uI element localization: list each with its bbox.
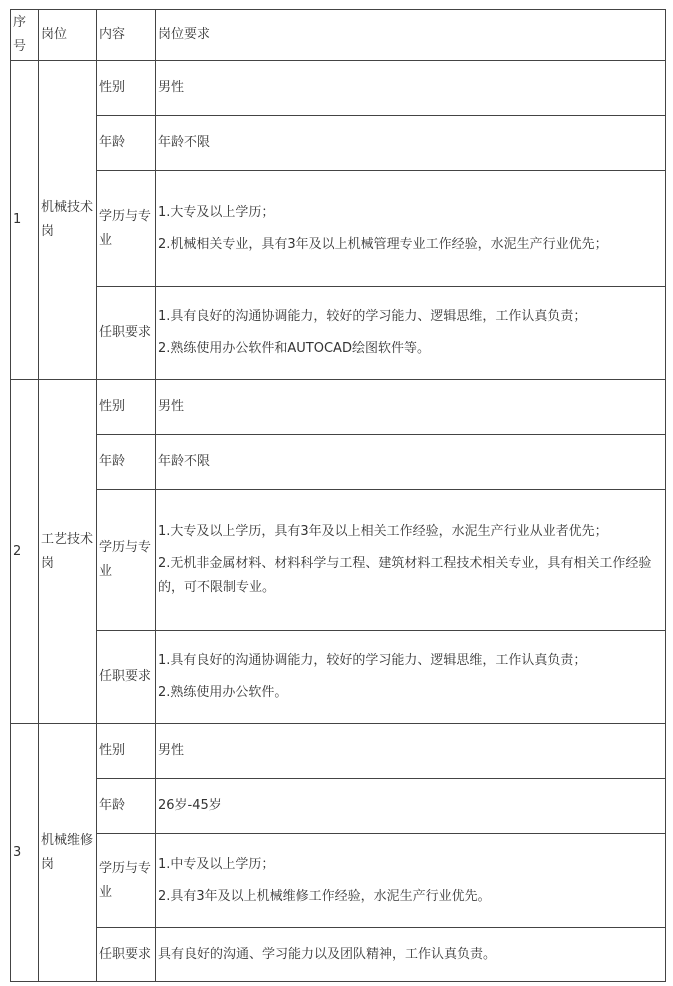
table-row [11, 834, 666, 928]
row-label: 年龄 [97, 779, 156, 834]
header-post: 岗位 [39, 10, 97, 61]
row-label: 任职要求 [97, 287, 156, 380]
value-line: 2.无机非金属材料、材料科学与工程、建筑材料工程技术相关专业，具有相关工作经验的，可不限制专业。 [158, 556, 652, 595]
table-row [11, 724, 666, 779]
post-seq: 2 [11, 380, 39, 724]
job-requirements-table [10, 9, 666, 982]
value-line: 年龄不限 [158, 135, 211, 150]
table-row [11, 380, 666, 435]
row-value [156, 116, 666, 171]
row-label: 性别 [97, 380, 156, 435]
row-value [156, 435, 666, 490]
value-line: 男性 [158, 743, 185, 758]
post-name: 机械技术岗 [39, 61, 97, 380]
row-label: 任职要求 [97, 631, 156, 724]
value-line: 2.熟练使用办公软件。 [158, 685, 288, 700]
value-line: 男性 [158, 399, 185, 414]
post-name: 工艺技术岗 [39, 380, 97, 724]
post-name: 机械维修岗 [39, 724, 97, 982]
value-line: 1.大专及以上学历； [158, 204, 275, 220]
row-value [156, 287, 666, 380]
row-label: 性别 [97, 724, 156, 779]
table-row [11, 171, 666, 287]
row-label: 性别 [97, 61, 156, 116]
row-value [156, 779, 666, 834]
row-value [156, 724, 666, 779]
row-value [156, 490, 666, 631]
header-requirements: 岗位要求 [156, 10, 666, 61]
row-value [156, 171, 666, 287]
row-label: 任职要求 [97, 928, 156, 982]
value-line: 1.具有良好的沟通协调能力，较好的学习能力、逻辑思维，工作认真负责； [158, 653, 587, 668]
row-label: 学历与专业 [97, 490, 156, 631]
table-row [11, 116, 666, 171]
row-label: 学历与专业 [97, 171, 156, 287]
post-seq: 1 [11, 61, 39, 380]
value-line: 2.熟练使用办公软件和AUTOCAD绘图软件等。 [158, 341, 430, 356]
row-label: 年龄 [97, 435, 156, 490]
header-seq: 序号 [11, 10, 39, 61]
row-value [156, 928, 666, 982]
value-line: 年龄不限 [158, 454, 211, 469]
table-row [11, 435, 666, 490]
row-value [156, 380, 666, 435]
table-row [11, 631, 666, 724]
value-line: 2.具有3年及以上机械维修工作经验，水泥生产行业优先。 [158, 888, 491, 904]
table-row [11, 490, 666, 631]
header-row [11, 10, 666, 61]
value-line: 1.具有良好的沟通协调能力，较好的学习能力、逻辑思维，工作认真负责； [158, 309, 587, 324]
table-row [11, 779, 666, 834]
table-row [11, 928, 666, 982]
post-seq: 3 [11, 724, 39, 982]
value-line: 具有良好的沟通、学习能力以及团队精神，工作认真负责。 [158, 946, 497, 962]
value-line: 26岁-45岁 [158, 798, 222, 813]
value-line: 1.大专及以上学历，具有3年及以上相关工作经验，水泥生产行业从业者优先； [158, 524, 608, 539]
row-value [156, 631, 666, 724]
value-line: 1.中专及以上学历； [158, 856, 275, 872]
value-line: 2.机械相关专业，具有3年及以上机械管理专业工作经验，水泥生产行业优先； [158, 236, 608, 252]
table-row [11, 61, 666, 116]
table-row [11, 287, 666, 380]
row-value [156, 61, 666, 116]
header-content: 内容 [97, 10, 156, 61]
row-label: 年龄 [97, 116, 156, 171]
value-line: 男性 [158, 80, 185, 95]
row-label: 学历与专业 [97, 834, 156, 928]
row-value [156, 834, 666, 928]
